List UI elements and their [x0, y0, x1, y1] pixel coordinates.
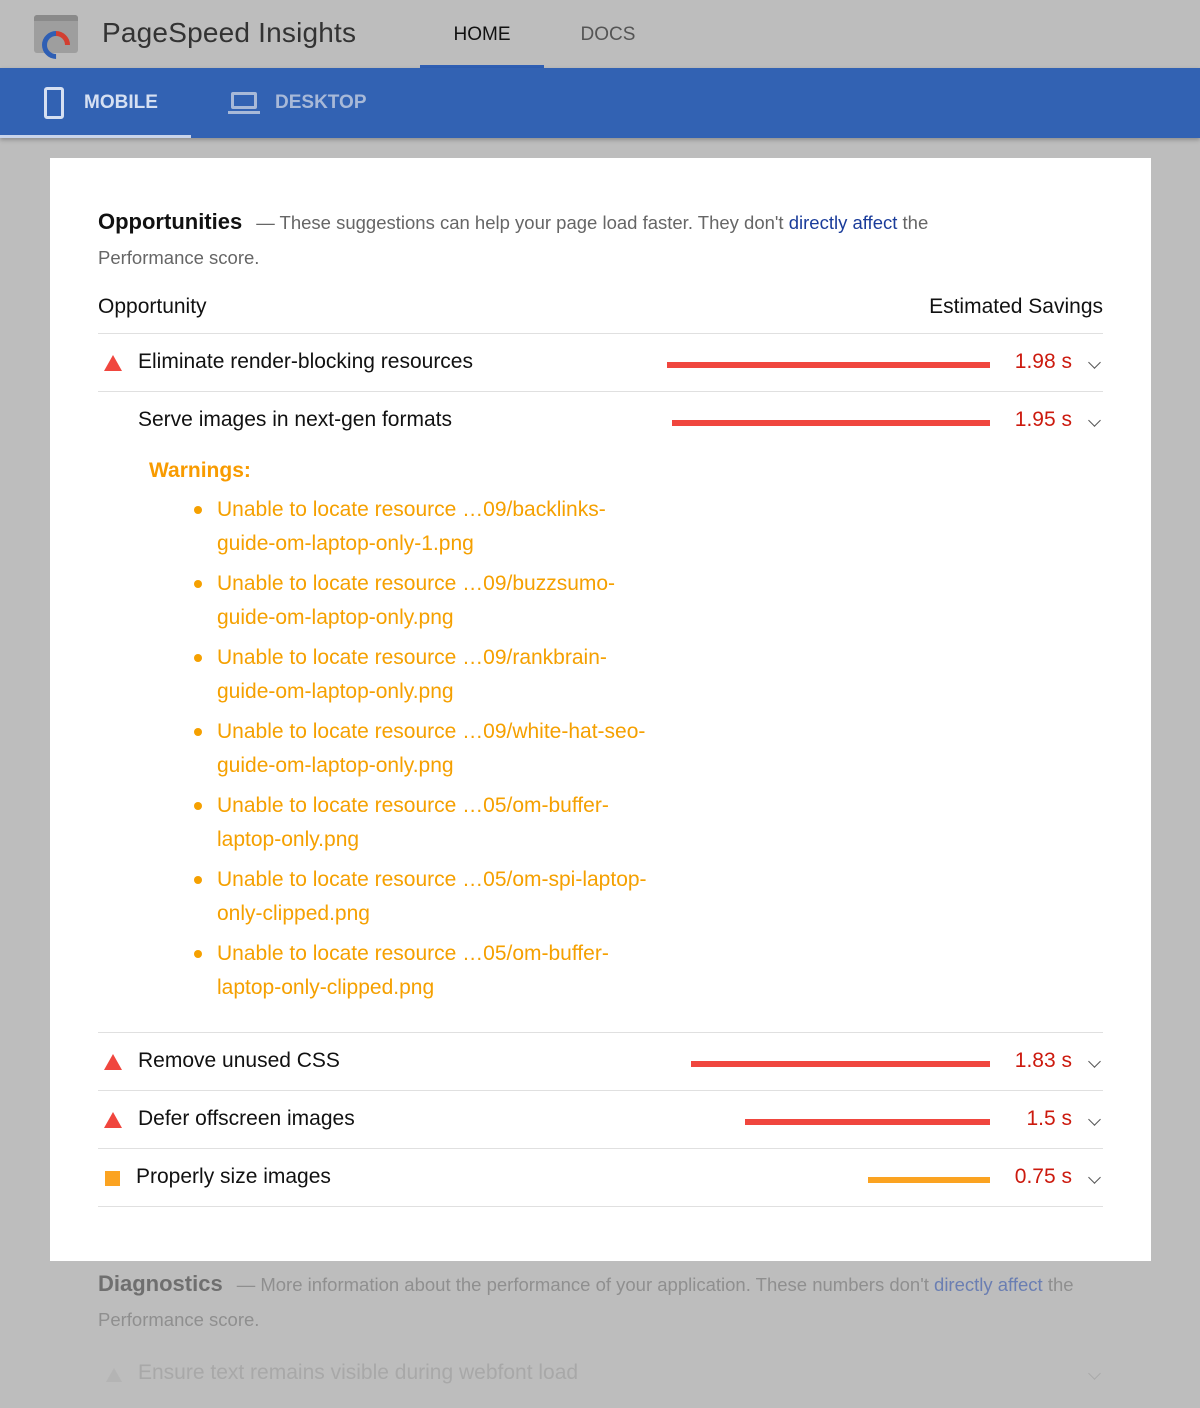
savings-value: 1.95 s: [1014, 408, 1072, 431]
opportunities-header: [98, 204, 998, 275]
audit-row-size-images[interactable]: [98, 1149, 1103, 1207]
audit-title: Properly size images: [136, 1165, 331, 1188]
nav-tab-home[interactable]: [420, 0, 544, 68]
nav-tab-label: HOME: [453, 24, 511, 45]
section-description-suffix: the Performance score.: [98, 212, 929, 268]
warnings-list: [194, 493, 654, 1011]
audit-row-next-gen-formats[interactable]: [98, 392, 1103, 1033]
tab-desktop[interactable]: [228, 68, 428, 138]
active-tab-indicator: [0, 135, 191, 138]
section-description: — More information about the performance of your application. These numbers don't: [236, 1274, 929, 1295]
warning-item: Unable to locate resource …09/buzzsumo-guide-om-laptop-only.png: [194, 567, 654, 635]
diagnostics-header: [98, 1266, 1088, 1337]
device-tab-bar: [0, 68, 1200, 138]
nav-tab-docs[interactable]: [546, 0, 670, 68]
warning-item: Unable to locate resource …05/om-buffer-laptop-only.png: [194, 789, 654, 857]
section-description: — These suggestions can help your page load faster. They don't: [256, 212, 784, 233]
warning-item: Unable to locate resource …09/backlinks-guide-om-laptop-only-1.png: [194, 493, 654, 561]
savings-bar: [691, 1061, 990, 1067]
savings-value: 0.75 s: [1014, 1165, 1072, 1188]
directly-affect-link[interactable]: directly affect: [934, 1274, 1043, 1295]
savings-value: 1.98 s: [1014, 350, 1072, 373]
audit-title: Eliminate render-blocking resources: [138, 350, 473, 373]
savings-value: 1.83 s: [1014, 1049, 1072, 1072]
chevron-down-icon[interactable]: [1088, 1113, 1101, 1126]
laptop-icon: [228, 92, 260, 114]
chevron-down-icon[interactable]: [1088, 1171, 1101, 1184]
section-title: Diagnostics: [98, 1271, 223, 1296]
warning-item: Unable to locate resource …05/om-spi-laptop-only-clipped.png: [194, 863, 654, 931]
chevron-down-icon[interactable]: [1088, 356, 1101, 369]
warning-item: Unable to locate resource …05/om-buffer-laptop-only-clipped.png: [194, 937, 654, 1005]
tab-label: DESKTOP: [275, 92, 367, 113]
average-square-icon: [105, 1171, 120, 1186]
savings-value: 1.5 s: [1026, 1107, 1072, 1130]
audit-row-webfont-load[interactable]: [98, 1360, 1103, 1400]
audit-title: Defer offscreen images: [138, 1107, 355, 1130]
directly-affect-link[interactable]: directly affect: [788, 212, 898, 233]
warning-triangle-icon: [104, 355, 122, 371]
section-title: Opportunities: [98, 209, 243, 234]
warning-triangle-icon: [106, 1368, 122, 1382]
savings-bar: [745, 1119, 990, 1125]
chevron-down-icon[interactable]: [1088, 1055, 1101, 1068]
audit-title: Remove unused CSS: [138, 1049, 340, 1072]
tab-mobile[interactable]: [0, 68, 191, 138]
audit-title: Serve images in next-gen formats: [138, 408, 452, 431]
chevron-down-icon[interactable]: [1088, 414, 1101, 427]
savings-bar: [667, 362, 990, 368]
audit-row-unused-css[interactable]: [98, 1033, 1103, 1091]
audit-title: Ensure text remains visible during webfont load: [138, 1361, 579, 1384]
column-header-opportunity: Opportunity: [98, 295, 207, 318]
audit-row-offscreen-images[interactable]: [98, 1091, 1103, 1149]
warnings-title: Warnings:: [149, 459, 251, 482]
nav-tab-label: DOCS: [580, 24, 636, 45]
opportunities-card: [50, 158, 1151, 1261]
top-app-bar: [0, 0, 1200, 68]
tab-label: MOBILE: [84, 92, 158, 113]
phone-icon: [44, 87, 64, 119]
savings-bar: [868, 1177, 990, 1183]
opportunity-table-header: [98, 292, 1103, 334]
chevron-down-icon[interactable]: [1088, 1367, 1101, 1380]
warning-item: Unable to locate resource …09/rankbrain-guide-om-laptop-only.png: [194, 641, 654, 709]
pagespeed-logo-icon[interactable]: [34, 15, 78, 53]
section-description-suffix: the Performance score.: [98, 1274, 1074, 1330]
audit-row-render-blocking[interactable]: [98, 334, 1103, 392]
warning-triangle-icon: [104, 1054, 122, 1070]
warning-triangle-icon: [104, 1112, 122, 1128]
app-title: PageSpeed Insights: [102, 17, 357, 48]
column-header-savings: Estimated Savings: [929, 295, 1103, 318]
savings-bar: [672, 420, 990, 426]
warning-item: Unable to locate resource …09/white-hat-seo-guide-om-laptop-only.png: [194, 715, 654, 783]
